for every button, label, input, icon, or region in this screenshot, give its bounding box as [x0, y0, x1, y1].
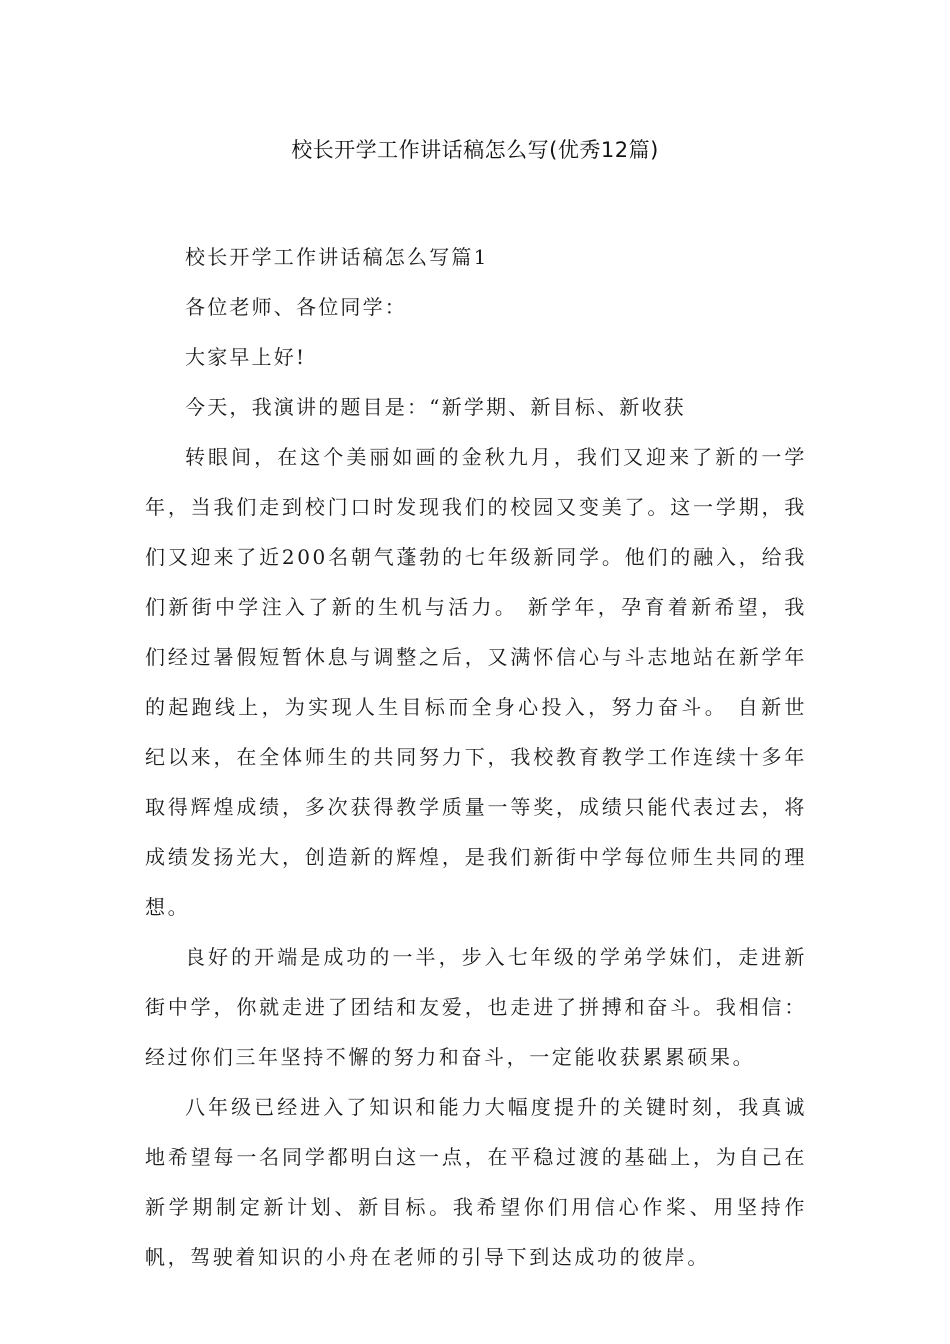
- body-paragraph: 转眼间，在这个美丽如画的金秋九月，我们又迎来了新的一学年，当我们走到校门口时发现我们的校园又变美了。这一学期，我们又迎来了近200名朝气蓬勃的七年级新同学。他们的融入，给我们新街中学注入了新的生机与活力。 新学年，孕育着新希望，我们经过暑假短暂休息与调整之后，又满怀信心与斗志地站在新学年的起跑线上，为实现人生目标而全身心投入，努力奋斗。 自新世纪以来，在全体师生的共同努力下，我校教育教学工作连续十多年取得辉煌成绩，多次获得教学质量一等奖，成绩只能代表过去，将成绩发扬光大，创造新的辉煌，是我们新街中学每位师生共同的理想。: [145, 445, 807, 919]
- body-paragraph: 良好的开端是成功的一半，步入七年级的学弟学妹们，走进新街中学，你就走进了团结和友爱，也走进了拼搏和奋斗。我相信：经过你们三年坚持不懈的努力和奋斗，一定能收获累累硕果。: [145, 945, 807, 1069]
- greeting: 大家早上好!: [185, 345, 307, 369]
- salutation: 各位老师、各位同学：: [185, 295, 407, 319]
- body-paragraph: 八年级已经进入了知识和能力大幅度提升的关键时刻，我真诚地希望每一名同学都明白这一点，在平稳过渡的基础上，为自己在新学期制定新计划、新目标。我希望你们用信心作桨、用坚持作帆，驾驶着知识的小舟在老师的引导下到达成功的彼岸。: [145, 1095, 807, 1269]
- speech-topic: 今天，我演讲的题目是：“新学期、新目标、新收获: [185, 395, 686, 419]
- document-title: 校长开学工作讲话稿怎么写(优秀12篇): [291, 138, 659, 162]
- document-body: [145, 232, 807, 1282]
- section-heading: 校长开学工作讲话稿怎么写篇1: [185, 245, 489, 269]
